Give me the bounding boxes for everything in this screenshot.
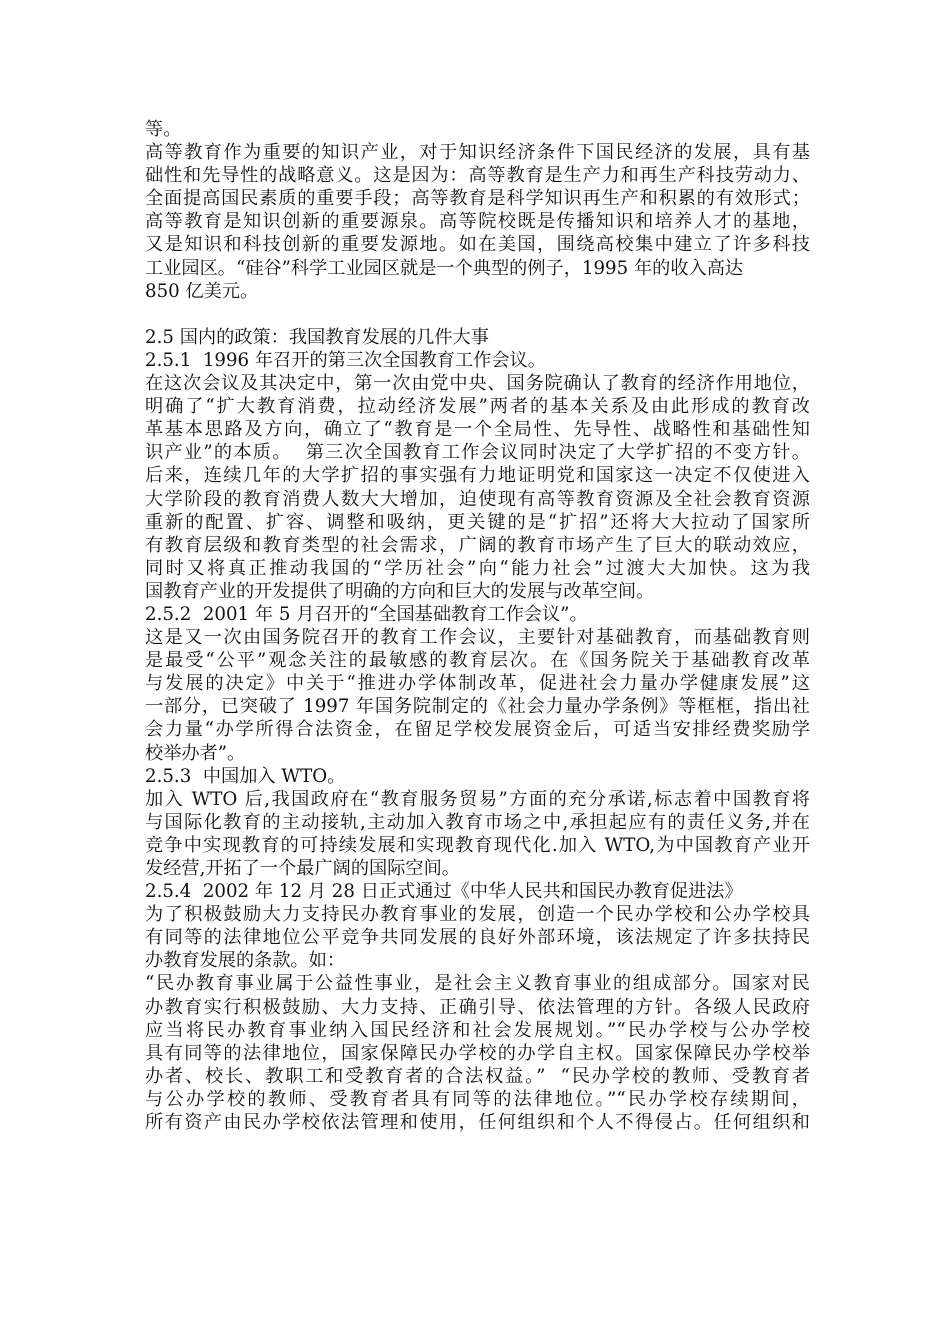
text-line: 所有资产由民办学校依法管理和使用，任何组织和个人不得侵占。任何组织和 <box>145 1112 810 1134</box>
text-line: 2.5.2 2001 年 5 月召开的“全国基础教育工作会议”。 <box>145 603 588 625</box>
text-line: 重新的配置、扩容、调整和吸纳，更关键的是“扩招”还将大大拉动了国家所 <box>145 511 810 533</box>
text-line: 识产业”的本质。 第三次全国教育工作会议同时决定了大学扩招的不变方针。 <box>145 442 810 464</box>
text-line: 办者、校长、教职工和受教育者的合法权益。” “民办学校的教师、受教育者 <box>145 1065 810 1087</box>
text-line: 与公办学校的教师、受教育者具有同等的法律地位。”“民办学校存续期间， <box>145 1088 810 1110</box>
text-line: 国教育产业的开发提供了明确的方向和巨大的发展与改革空间。 <box>145 580 655 602</box>
text-line: 2.5.4 2002 年 12 月 28 日正式通过《中华人民共和国民办教育促进法》 <box>145 881 743 903</box>
text-line: 2.5.1 1996 年召开的第三次全国教育工作会议。 <box>145 349 546 371</box>
text-line: 与发展的决定》中关于“推进办学体制改革，促进社会力量办学健康发展”这 <box>145 673 810 695</box>
body-text <box>145 118 810 1134</box>
text-line: 有教育层级和教育类型的社会需求，广阔的教育市场产生了巨大的联动效应， <box>145 534 810 556</box>
text-line: 全面提高国民素质的重要手段；高等教育是科学知识再生产和积累的有效形式； <box>145 188 810 210</box>
text-line: 办教育发展的条款。如： <box>145 950 346 972</box>
text-line: 大学阶段的教育消费人数大大增加，迫使现有高等教育资源及全社会教育资源 <box>145 488 810 510</box>
text-line: 加入 WTO 后,我国政府在“教育服务贸易”方面的充分承诺,标志着中国教育将 <box>145 788 810 810</box>
text-line: 2.5.3 中国加入 WTO。 <box>145 765 346 787</box>
text-line: 高等教育是知识创新的重要源泉。高等院校既是传播知识和培养人才的基地， <box>145 211 810 233</box>
text-line: 一部分，已突破了 1997 年国务院制定的《社会力量办学条例》等框框，指出社 <box>145 696 810 718</box>
text-line: 同时又将真正推动我国的“学历社会”向“能力社会”过渡大大加快。这为我 <box>145 557 810 579</box>
blank-line <box>145 303 810 326</box>
text-line: 在这次会议及其决定中，第一次由党中央、国务院确认了教育的经济作用地位， <box>145 373 810 395</box>
text-line: 2.5 国内的政策：我国教育发展的几件大事 <box>145 326 489 348</box>
text-line: 又是知识和科技创新的重要发源地。如在美国，围绕高校集中建立了许多科技 <box>145 234 810 256</box>
text-line: 础性和先导性的战略意义。这是因为：高等教育是生产力和再生产科技劳动力、 <box>145 165 810 187</box>
text-line: 这是又一次由国务院召开的教育工作会议，主要针对基础教育，而基础教育则 <box>145 627 810 649</box>
text-line: 办教育实行积极鼓励、大力支持、正确引导、依法管理的方针。各级人民政府 <box>145 996 810 1018</box>
text-line: 等。 <box>145 119 182 140</box>
text-line: 高等教育作为重要的知识产业，对于知识经济条件下国民经济的发展，具有基 <box>145 142 810 164</box>
text-line: “民办教育事业属于公益性事业，是社会主义教育事业的组成部分。国家对民 <box>145 973 810 995</box>
text-line: 具有同等的法律地位，国家保障民办学校的办学自主权。国家保障民办学校举 <box>145 1042 810 1064</box>
text-line: 革基本思路及方向，确立了“教育是一个全局性、先导性、战略性和基础性知 <box>145 419 810 441</box>
text-line: 850 亿美元。 <box>145 280 259 302</box>
text-line: 应当将民办教育事业纳入国民经济和社会发展规划。”“民办学校与公办学校 <box>145 1019 810 1041</box>
text-line: 发经营,开拓了一个最广阔的国际空间。 <box>145 858 460 879</box>
text-line: 校举办者”。 <box>145 742 246 764</box>
text-line: 是最受“公平”观念关注的最敏感的教育层次。在《国务院关于基础教育改革 <box>145 650 810 672</box>
text-line: 竞争中实现教育的可持续发展和实现教育现代化.加入 WTO,为中国教育产业开 <box>145 834 810 856</box>
text-line: 后来，连续几年的大学扩招的事实强有力地证明党和国家这一决定不仅使进入 <box>145 465 810 487</box>
text-line: 有同等的法律地位公平竞争共同发展的良好外部环境，该法规定了许多扶持民 <box>145 927 810 949</box>
text-line: 会力量“办学所得合法资金，在留足学校发展资金后，可适当安排经费奖励学 <box>145 719 810 741</box>
text-line: 与国际化教育的主动接轨,主动加入教育市场之中,承担起应有的责任义务,并在 <box>145 811 810 833</box>
text-line: 工业园区。“硅谷”科学工业园区就是一个典型的例子，1995 年的收入高达 <box>145 257 744 279</box>
text-line: 明确了“扩大教育消费，拉动经济发展”两者的基本关系及由此形成的教育改 <box>145 396 810 418</box>
text-line: 为了积极鼓励大力支持民办教育事业的发展，创造一个民办学校和公办学校具 <box>145 904 810 926</box>
